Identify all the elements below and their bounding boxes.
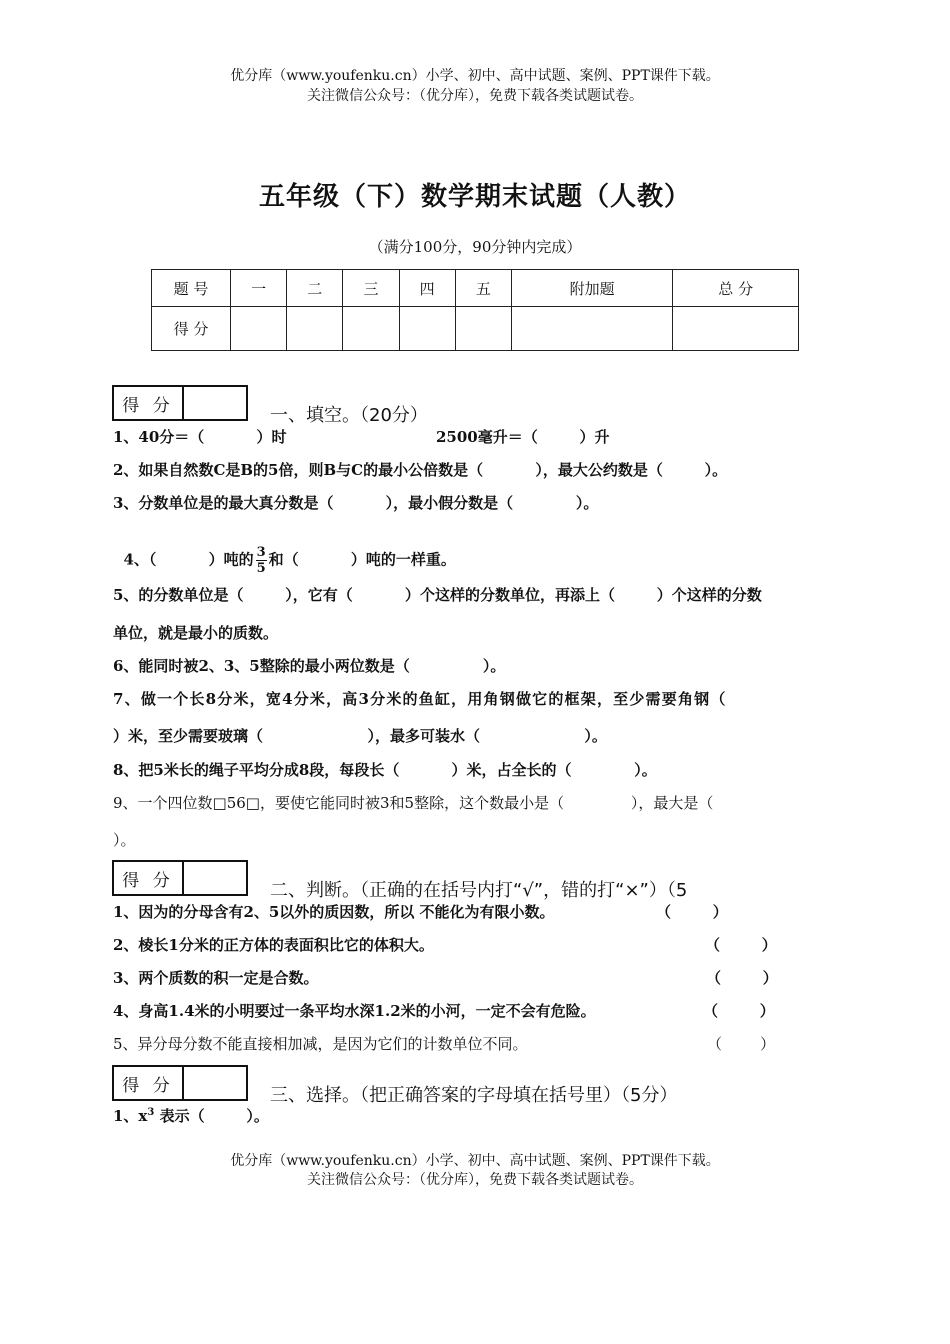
q1-line-3: 3、分数单位是的最大真分数是（ ），最小假分数是（ ）。 [113, 494, 599, 512]
q1-line-5: 5、的分数单位是（ ），它有（ ）个这样的分数单位，再添上（ ）个这样的分数 [113, 586, 762, 604]
score-cell[interactable] [343, 307, 399, 351]
section-heading-fill-blank: 一、填空。（20分） [270, 405, 428, 426]
q3-line-1 [113, 1105, 269, 1126]
q1-line-6: 6、能同时被2、3、5整除的最小两位数是（ ）。 [113, 657, 506, 675]
score-table-header: 附加题 [511, 270, 672, 307]
fraction [256, 545, 267, 576]
score-table-header: 一 [231, 270, 287, 307]
score-box-label: 得 分 [114, 862, 184, 894]
q1-line-7b: ）米，至少需要玻璃（ ），最多可装水（ ）。 [113, 727, 607, 745]
score-box-label: 得 分 [114, 1067, 184, 1099]
answer-bracket[interactable]: （ ） [707, 1035, 776, 1053]
score-table-header: 题 号 [152, 270, 231, 307]
q3-line-1b: 表示（ ）。 [154, 1107, 269, 1125]
section-heading-choice: 三、选择。（把正确答案的字母填在括号里）（5分） [270, 1085, 678, 1106]
q1-line-1a: 1、40分＝（ ）时 [113, 428, 287, 446]
score-table-header: 总 分 [673, 270, 799, 307]
score-table [151, 269, 799, 351]
header-line-2: 关注微信公众号：（优分库），免费下载各类试题试卷。 [307, 88, 643, 104]
score-box-field[interactable] [184, 387, 246, 419]
score-cell[interactable] [231, 307, 287, 351]
score-box-field[interactable] [184, 862, 246, 894]
score-cell[interactable] [287, 307, 343, 351]
score-box-field[interactable] [184, 1067, 246, 1099]
score-cell[interactable] [673, 307, 799, 351]
score-table-header: 四 [399, 270, 455, 307]
q2-line-2: 2、棱长1分米的正方体的表面积比它的体积大。 [113, 936, 434, 954]
score-table-score-row [152, 307, 799, 351]
answer-bracket[interactable]: （ ） [705, 936, 777, 954]
section-heading-true-false: 二、判断。（正确的在括号内打“√”，错的打“×”）（5 [270, 880, 688, 901]
fraction-denominator: 5 [256, 561, 266, 576]
q2-line-3: 3、两个质数的积一定是合数。 [113, 969, 319, 987]
score-table-header: 三 [343, 270, 399, 307]
q1-line-4b: 和（ ）吨的一样重。 [268, 550, 456, 569]
page-title: 五年级（下）数学期末试题（人教） [258, 182, 691, 212]
score-cell[interactable] [511, 307, 672, 351]
score-box [112, 860, 248, 896]
score-box-label: 得 分 [114, 387, 184, 419]
q1-line-5b: 单位，就是最小的质数。 [113, 624, 279, 642]
exponent: 3 [147, 1107, 155, 1118]
q1-line-9b: ）。 [113, 831, 136, 849]
q1-line-8: 8、把5米长的绳子平均分成8段，每段长（ ）米，占全长的（ ）。 [113, 761, 657, 779]
q1-line-4 [113, 527, 456, 576]
q3-line-1a: 1、x [113, 1107, 148, 1125]
q2-line-4: 4、身高1.4米的小明要过一条平均水深1.2米的小河，一定不会有危险。 [113, 1002, 596, 1020]
answer-bracket[interactable]: （ ） [656, 903, 728, 921]
score-cell[interactable] [399, 307, 455, 351]
page-subtitle: （满分100分，90分钟内完成） [368, 238, 582, 256]
q2-line-5: 5、异分母分数不能直接相加减，是因为它们的计数单位不同。 [113, 1035, 528, 1053]
footer-line-1: 优分库（www.youfenku.cn）小学、初中、高中试题、案例、PPT课件下载。 [230, 1153, 720, 1169]
q1-line-1b: 2500毫升＝（ ）升 [436, 428, 610, 446]
q2-line-1: 1、因为的分母含有2、5以外的质因数，所以 不能化为有限小数。 [113, 903, 555, 921]
answer-bracket[interactable]: （ ） [706, 969, 778, 987]
q1-line-2: 2、如果自然数C是B的5倍，则B与C的最小公倍数是（ ），最大公约数是（ ）。 [113, 461, 728, 479]
score-box [112, 385, 248, 421]
score-table-header: 二 [287, 270, 343, 307]
answer-bracket[interactable]: （ ） [703, 1002, 775, 1020]
fraction-numerator: 3 [256, 545, 266, 560]
header-line-1: 优分库（www.youfenku.cn）小学、初中、高中试题、案例、PPT课件下载。 [230, 68, 720, 84]
q1-line-4a: 4、（ ）吨的 [123, 550, 254, 569]
footer-line-2: 关注微信公众号：（优分库），免费下载各类试题试卷。 [307, 1172, 643, 1188]
score-table-header: 五 [455, 270, 511, 307]
score-table-header-row [152, 270, 799, 307]
score-table-row-label: 得 分 [152, 307, 231, 351]
q1-line-7: 7、做一个长8分米，宽4分米，高3分米的鱼缸，用角钢做它的框架，至少需要角钢（ [113, 690, 727, 708]
score-cell[interactable] [455, 307, 511, 351]
score-box [112, 1065, 248, 1101]
q1-line-9: 9、一个四位数□56□，要使它能同时被3和5整除，这个数最小是（ ），最大是（ [113, 794, 714, 812]
